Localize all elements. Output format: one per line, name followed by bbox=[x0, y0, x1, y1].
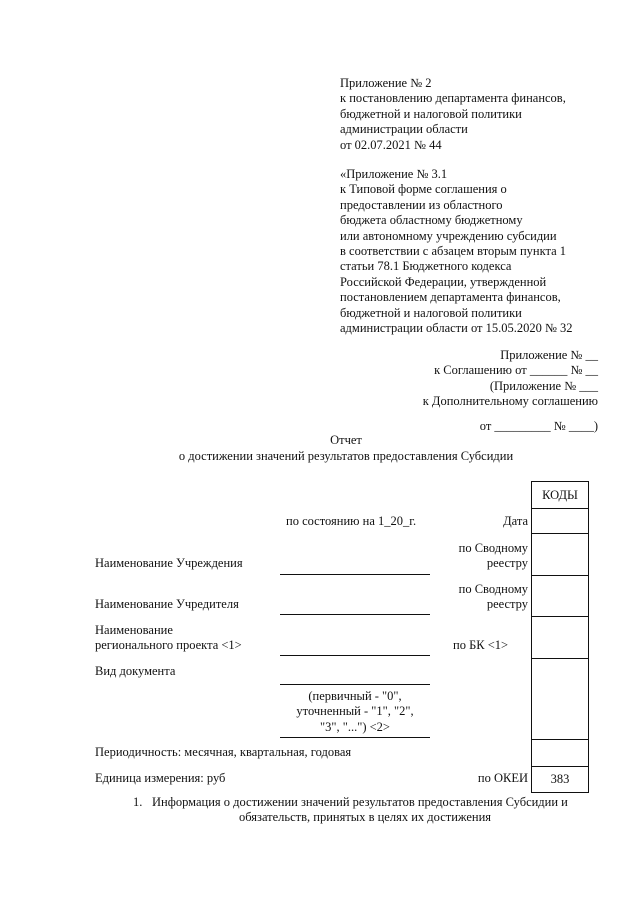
annex31-line: постановлением департамента финансов, bbox=[340, 290, 561, 305]
section1-line2: обязательств, принятых в целях их достижения bbox=[238, 810, 492, 824]
annex31-line: бюджетной и налоговой политики bbox=[340, 305, 522, 320]
codes-column bbox=[531, 481, 589, 793]
code-founder-registry[interactable] bbox=[532, 576, 588, 617]
annex-ref-line: Приложение № __ bbox=[500, 348, 598, 362]
code-bk[interactable] bbox=[532, 617, 588, 659]
annex31-line: к Типовой форме соглашения о bbox=[340, 182, 507, 197]
institution-label: Наименование Учреждения bbox=[95, 556, 243, 570]
code-institution-registry[interactable] bbox=[532, 534, 588, 576]
svodny-reestr-label-2: по Сводному реестру bbox=[458, 582, 528, 612]
annex-ref-line: к Соглашению от ______ № __ bbox=[434, 363, 598, 378]
periodicity-label: Периодичность: месячная, квартальная, годовая bbox=[95, 745, 352, 759]
report-subtitle: о достижении значений результатов предоставления Субсидии bbox=[178, 449, 514, 463]
institution-field-line[interactable] bbox=[280, 574, 430, 575]
annex2-line: к постановлению департамента финансов, bbox=[340, 91, 566, 106]
bk-label: по БК <1> bbox=[453, 638, 509, 652]
doc-type-hint: (первичный - "0", уточненный - "1", "2", "3", "...") <2> bbox=[296, 689, 414, 734]
annex31-line: в соответствии с абзацем вторым пункта 1 bbox=[340, 244, 567, 259]
annex-ref-date: от _________ № ____) bbox=[479, 419, 598, 433]
date-label: Дата bbox=[503, 514, 528, 528]
section1-line1: Информация о достижении значений результатов предоставления Субсидии и bbox=[152, 795, 568, 809]
code-date[interactable] bbox=[532, 509, 588, 534]
code-okei: 383 bbox=[550, 772, 570, 786]
code-periodicity[interactable] bbox=[532, 740, 588, 767]
annex-reference bbox=[423, 348, 598, 410]
annex31-header bbox=[340, 167, 573, 336]
unit-label: Единица измерения: руб bbox=[95, 771, 226, 785]
code-doc-type[interactable] bbox=[532, 659, 588, 740]
project-label: Наименование регионального проекта <1> bbox=[95, 623, 242, 653]
annex2-line: администрации области bbox=[340, 122, 468, 137]
annex2-line: бюджетной и налоговой политики bbox=[340, 106, 522, 121]
codes-header: КОДЫ bbox=[532, 482, 588, 509]
annex2-header bbox=[340, 76, 566, 153]
annex31-line: Российской Федерации, утвержденной bbox=[340, 274, 547, 289]
doc-type-hint-line bbox=[280, 737, 430, 738]
annex31-line: или автономному учреждению субсидии bbox=[340, 228, 557, 243]
doc-type-label: Вид документа bbox=[95, 664, 176, 678]
founder-label: Наименование Учредителя bbox=[95, 597, 239, 611]
annex31-line: администрации области от 15.05.2020 № 32 bbox=[340, 321, 573, 336]
founder-field-line[interactable] bbox=[280, 614, 430, 615]
annex-ref-line: (Приложение № ___ bbox=[489, 378, 598, 393]
annex31-line: предоставлении из областного bbox=[340, 197, 503, 212]
report-title: Отчет bbox=[330, 433, 362, 447]
annex31-line: статьи 78.1 Бюджетного кодекса bbox=[340, 259, 512, 274]
annex2-line: от 02.07.2021 № 44 bbox=[340, 137, 442, 152]
project-field-line[interactable] bbox=[280, 655, 430, 656]
as-of-date: по состоянию на 1_20_г. bbox=[286, 514, 417, 528]
annex-ref-line: к Дополнительному соглашению bbox=[422, 394, 598, 409]
annex2-line: Приложение № 2 bbox=[340, 76, 432, 90]
doc-type-field-line[interactable] bbox=[280, 684, 430, 685]
section1-number: 1. bbox=[133, 795, 143, 809]
svodny-reestr-label-1: по Сводному реестру bbox=[458, 541, 528, 571]
okei-label: по ОКЕИ bbox=[477, 771, 528, 785]
annex31-line: бюджета областному бюджетному bbox=[340, 213, 523, 228]
annex31-line: «Приложение № 3.1 bbox=[340, 167, 448, 181]
